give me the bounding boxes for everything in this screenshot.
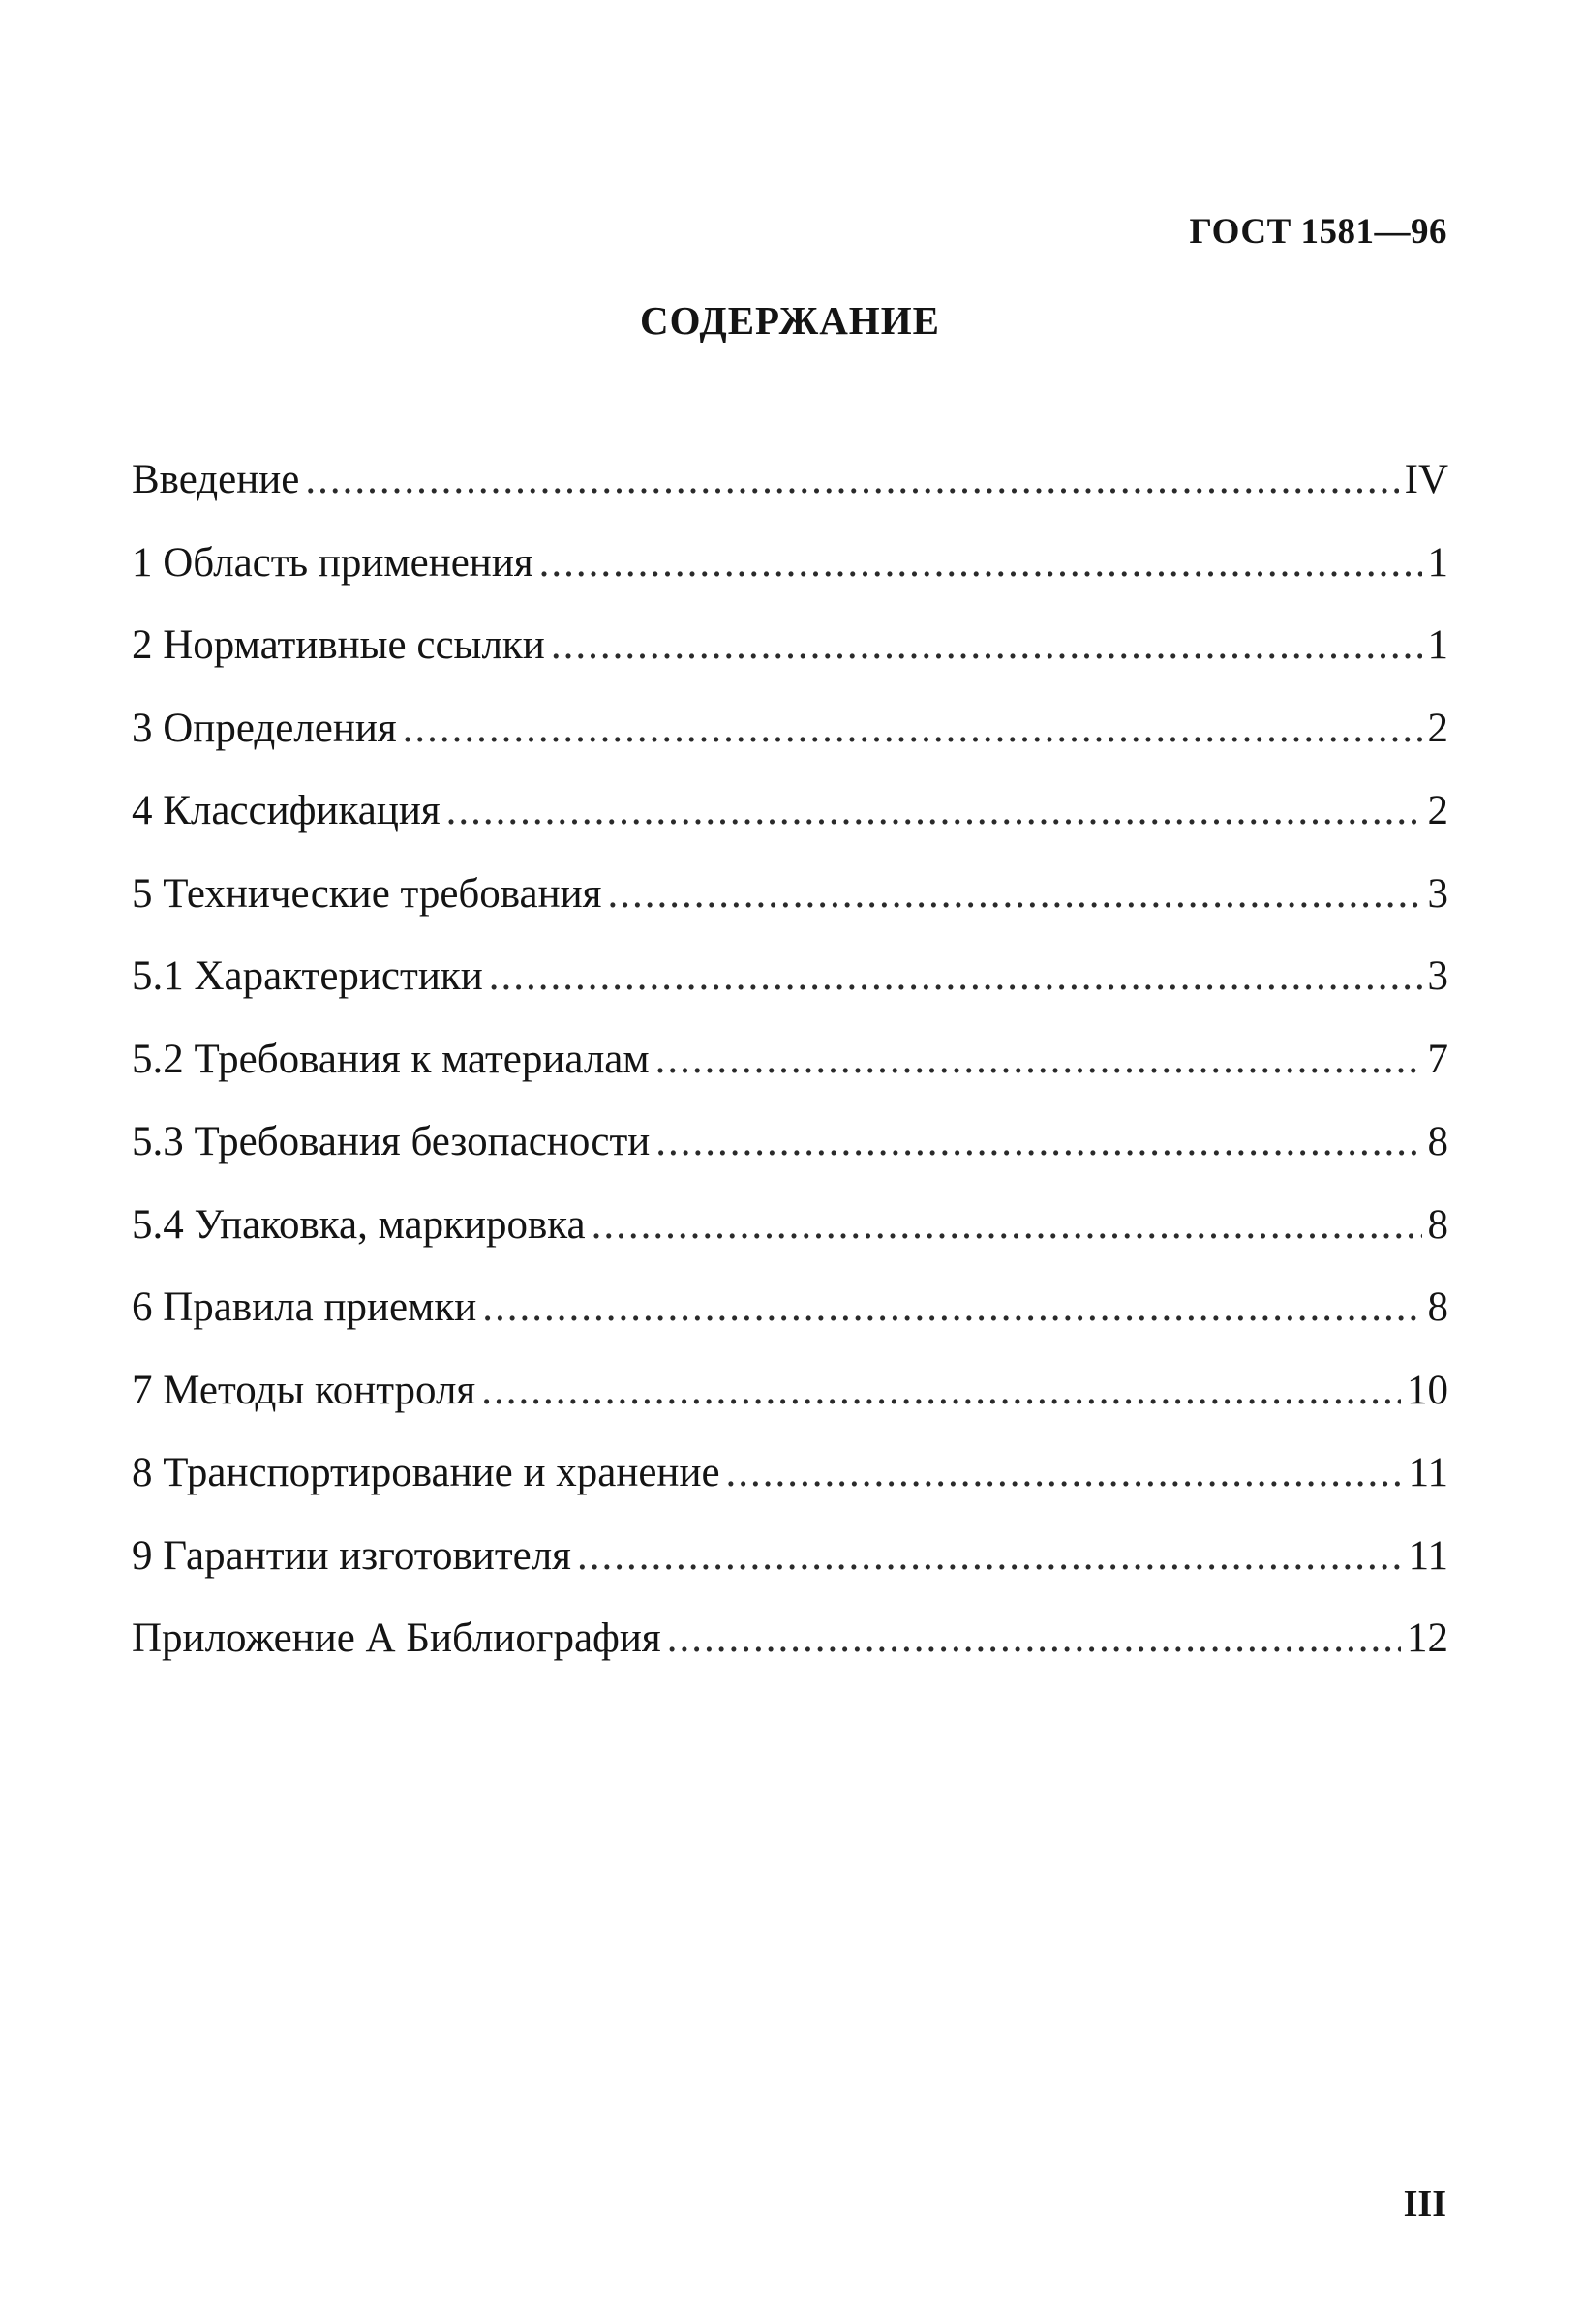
toc-dot-leader: [607, 869, 1421, 920]
toc-entry: [132, 1531, 1448, 1615]
toc-entry: [132, 538, 1448, 621]
toc-dot-leader: [577, 1531, 1403, 1582]
toc-entry-page: 8: [1427, 1201, 1448, 1248]
toc-entry: [132, 1366, 1448, 1449]
toc-entry-page: 12: [1407, 1615, 1448, 1661]
toc-entry-label: 8 Транспортирование и хранение: [132, 1450, 720, 1495]
toc-entry: [132, 1448, 1448, 1531]
toc-entry: [132, 1614, 1448, 1697]
page-number: III: [1403, 2184, 1446, 2224]
toc-entry: [132, 455, 1448, 538]
toc-entry: [132, 1200, 1448, 1283]
toc-entry-label: 5.4 Упаковка, маркировка: [132, 1201, 586, 1248]
toc-entry-page: IV: [1404, 457, 1448, 502]
toc-dot-leader: [592, 1200, 1422, 1251]
toc-entry-page: 3: [1427, 953, 1448, 999]
toc-dot-leader: [446, 786, 1422, 836]
toc-entry-page: 8: [1427, 1284, 1448, 1330]
toc-entry-label: 5.1 Характеристики: [132, 953, 483, 999]
toc-entry-label: 4 Классификация: [132, 788, 441, 833]
toc-entry-page: 2: [1427, 705, 1448, 751]
toc-dot-leader: [726, 1448, 1403, 1498]
toc-entry-label: 9 Гарантии изготовителя: [132, 1532, 571, 1579]
toc-dot-leader: [655, 1117, 1421, 1167]
toc-entry: [132, 1035, 1448, 1118]
toc-entry-label: 7 Методы контроля: [132, 1367, 476, 1413]
toc-dot-leader: [481, 1366, 1401, 1416]
toc-entry-label: 5.2 Требования к материалам: [132, 1036, 650, 1082]
toc-entry-page: 1: [1427, 539, 1448, 586]
toc-entry-page: 1: [1427, 622, 1448, 668]
toc-entry-label: 5 Технические требования: [132, 870, 602, 917]
toc-dot-leader: [539, 538, 1422, 589]
toc-dot-leader: [482, 1283, 1421, 1333]
toc-dot-leader: [305, 455, 1398, 505]
toc-entry-page: 10: [1407, 1367, 1448, 1413]
toc-entry-label: Приложение А Библиография: [132, 1615, 661, 1661]
toc-entry-page: 11: [1408, 1532, 1448, 1579]
toc-entry: [132, 869, 1448, 952]
toc-entry: [132, 704, 1448, 787]
toc-dot-leader: [667, 1614, 1401, 1664]
toc-entry: [132, 1117, 1448, 1200]
standard-code: ГОСТ 1581—96: [1189, 212, 1447, 252]
toc-entry-page: 2: [1427, 788, 1448, 833]
toc-entry-label: 2 Нормативные ссылки: [132, 622, 545, 668]
toc-entry: [132, 951, 1448, 1035]
toc-entry-label: 6 Правила приемки: [132, 1284, 477, 1330]
toc-entry: [132, 1283, 1448, 1366]
page-title: СОДЕРЖАНИЕ: [640, 298, 940, 343]
toc-dot-leader: [551, 620, 1422, 671]
toc-entry-label: 3 Определения: [132, 705, 397, 751]
toc-entry-page: 8: [1427, 1119, 1448, 1164]
toc-dot-leader: [403, 704, 1422, 754]
toc-entry-page: 3: [1427, 870, 1448, 917]
toc-entry-label: 1 Область применения: [132, 539, 533, 586]
toc-entry-label: Введение: [132, 457, 300, 502]
toc-entry-label: 5.3 Требования безопасности: [132, 1119, 651, 1164]
table-of-contents: [132, 455, 1448, 1697]
toc-dot-leader: [655, 1035, 1422, 1085]
toc-dot-leader: [489, 951, 1422, 1002]
toc-entry: [132, 620, 1448, 704]
toc-entry-page: 7: [1427, 1036, 1448, 1082]
toc-entry: [132, 786, 1448, 869]
toc-entry-page: 11: [1408, 1450, 1448, 1495]
